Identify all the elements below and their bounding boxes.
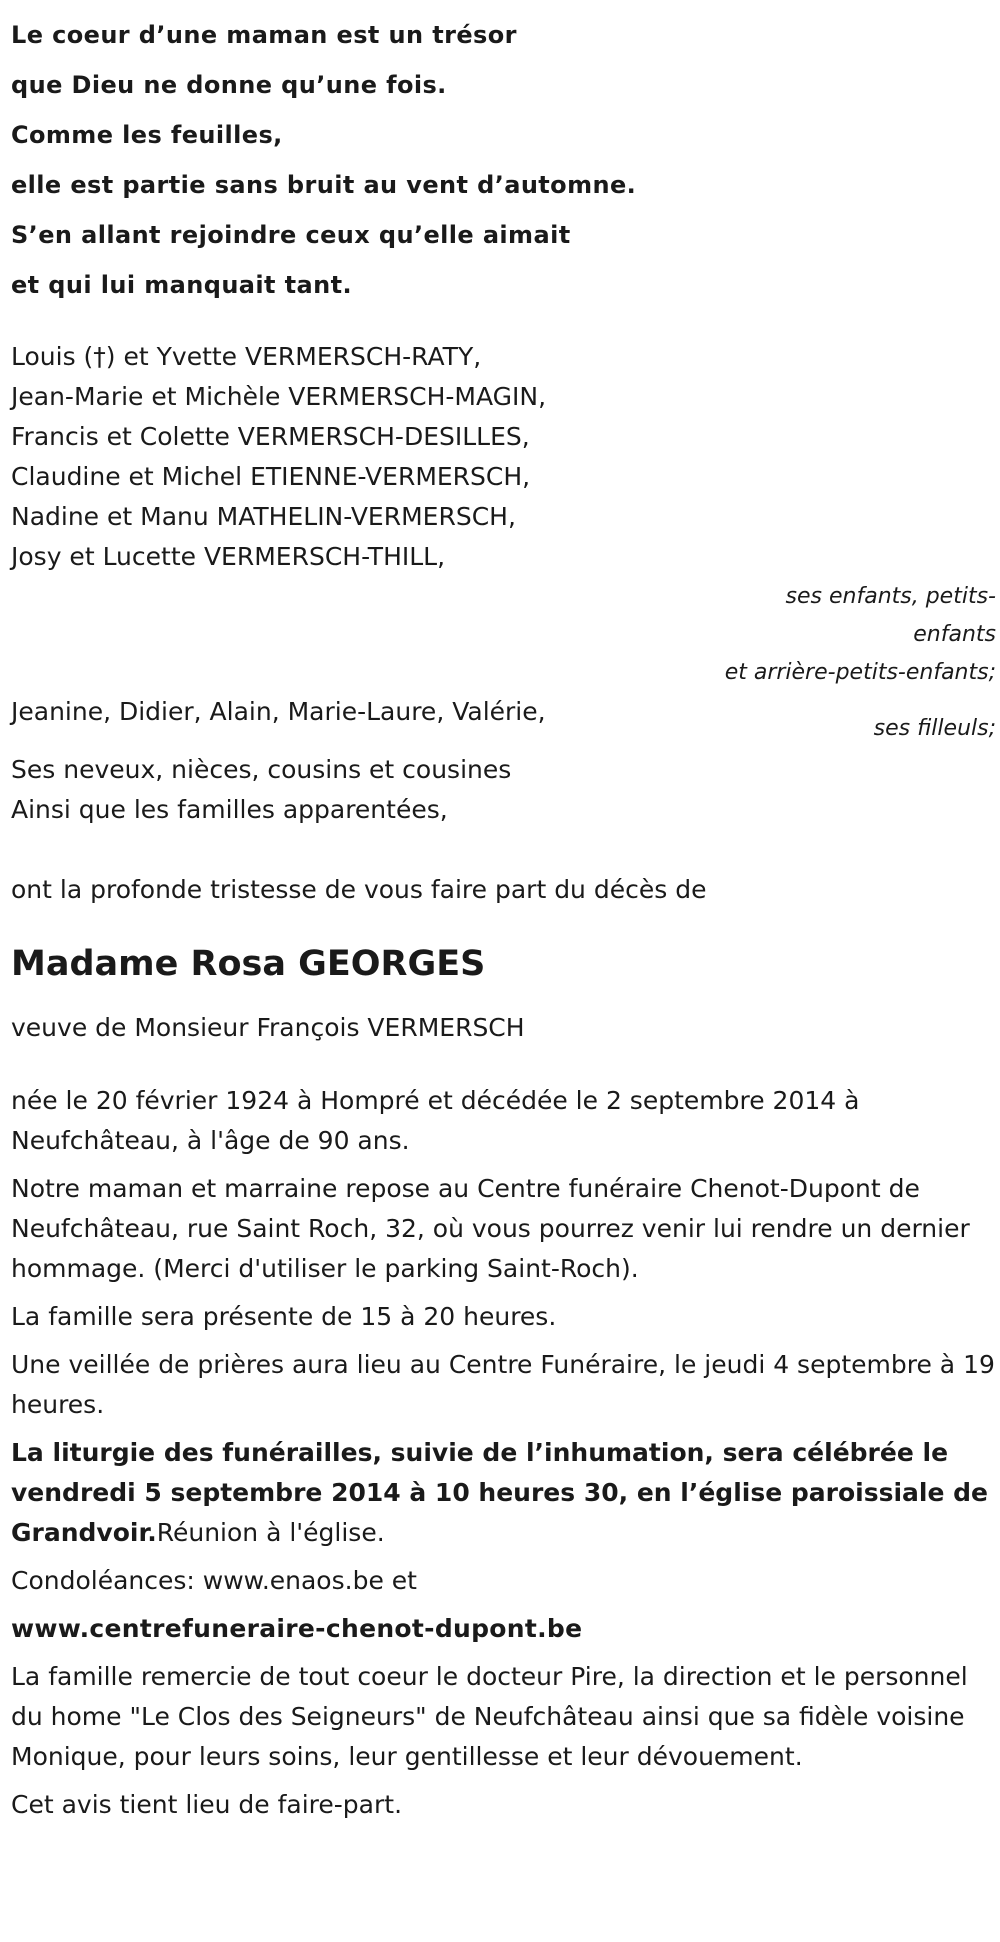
- poem-line: Comme les feuilles,: [11, 121, 283, 149]
- family-couple: Josy et Lucette VERMERSCH-THILL,: [11, 542, 446, 571]
- family-presence-info: La famille sera présente de 15 à 20 heures.: [11, 1302, 557, 1331]
- godchildren-names: Jeanine, Didier, Alain, Marie-Laure, Valérie,: [11, 697, 546, 726]
- funeral-info: [11, 1433, 996, 1553]
- relation-great-grandchildren: et arrière-petits-enfants;: [724, 660, 996, 685]
- deceased-name: Madame Rosa GEORGES: [11, 944, 486, 984]
- other-relatives: [11, 750, 996, 830]
- family-couple: Nadine et Manu MATHELIN-VERMERSCH,: [11, 502, 516, 531]
- condolences-info: Condoléances: www.enaos.be et: [11, 1566, 417, 1595]
- family-couple: Francis et Colette VERMERSCH-DESILLES,: [11, 422, 530, 451]
- thanks-info: La famille remercie de tout coeur le docteur Pire, la direction et le personnel du home "Le Clos des Seigneurs" de Neufchâteau ainsi que sa fidèle voisine Monique, pour leurs soins, leur gentillesse et leur dévouement.: [11, 1662, 968, 1771]
- other-relatives-line: Ainsi que les familles apparentées,: [11, 795, 448, 824]
- poem-line: Le coeur d’une maman est un trésor: [11, 21, 517, 49]
- relation-godchildren: ses filleuls;: [873, 716, 996, 741]
- family-couple: Louis (†) et Yvette VERMERSCH-RATY,: [11, 342, 482, 371]
- resting-place-info: Notre maman et marraine repose au Centre funéraire Chenot-Dupont de Neufchâteau, rue Saint Roch, 32, où vous pourrez venir lui rendre un dernier hommage. (Merci d'utiliser le parking Saint-Roch).: [11, 1174, 970, 1283]
- funeral-reunion: Réunion à l'église.: [156, 1518, 385, 1547]
- funeral-home-website-link[interactable]: www.centrefuneraire-chenot-dupont.be: [11, 1614, 583, 1643]
- other-relatives-line: Ses neveux, nièces, cousins et cousines: [11, 755, 512, 784]
- poem-line: et qui lui manquait tant.: [11, 271, 352, 299]
- vigil-info: Une veillée de prières aura lieu au Centre Funéraire, le jeudi 4 septembre à 19 heures.: [11, 1350, 995, 1419]
- family-couple: Jean-Marie et Michèle VERMERSCH-MAGIN,: [11, 382, 547, 411]
- announcement: ont la profonde tristesse de vous faire part du décès de: [11, 875, 707, 904]
- obituary-notice: [11, 0, 996, 1825]
- closing-note: Cet avis tient lieu de faire-part.: [11, 1790, 403, 1819]
- poem-line: elle est partie sans bruit au vent d’automne.: [11, 171, 637, 199]
- funeral-liturgy: La liturgie des funérailles, suivie de l’inhumation, sera célébrée le vendredi 5 septembre 2014 à 10 heures 30, en l’église paroissiale de Grandvoir.: [11, 1438, 989, 1547]
- family-couple: Claudine et Michel ETIENNE-VERMERSCH,: [11, 462, 531, 491]
- widow-of: veuve de Monsieur François VERMERSCH: [11, 1013, 525, 1042]
- poem: [11, 10, 996, 310]
- birth-death-info: née le 20 février 1924 à Hompré et décédée le 2 septembre 2014 à Neufchâteau, à l'âge de 90 ans.: [11, 1086, 860, 1155]
- family-list: [11, 337, 996, 577]
- relation-children: ses enfants, petits-enfants: [785, 584, 996, 647]
- poem-line: que Dieu ne donne qu’une fois.: [11, 71, 447, 99]
- poem-line: S’en allant rejoindre ceux qu’elle aimait: [11, 221, 571, 249]
- godchildren-row: [11, 692, 996, 741]
